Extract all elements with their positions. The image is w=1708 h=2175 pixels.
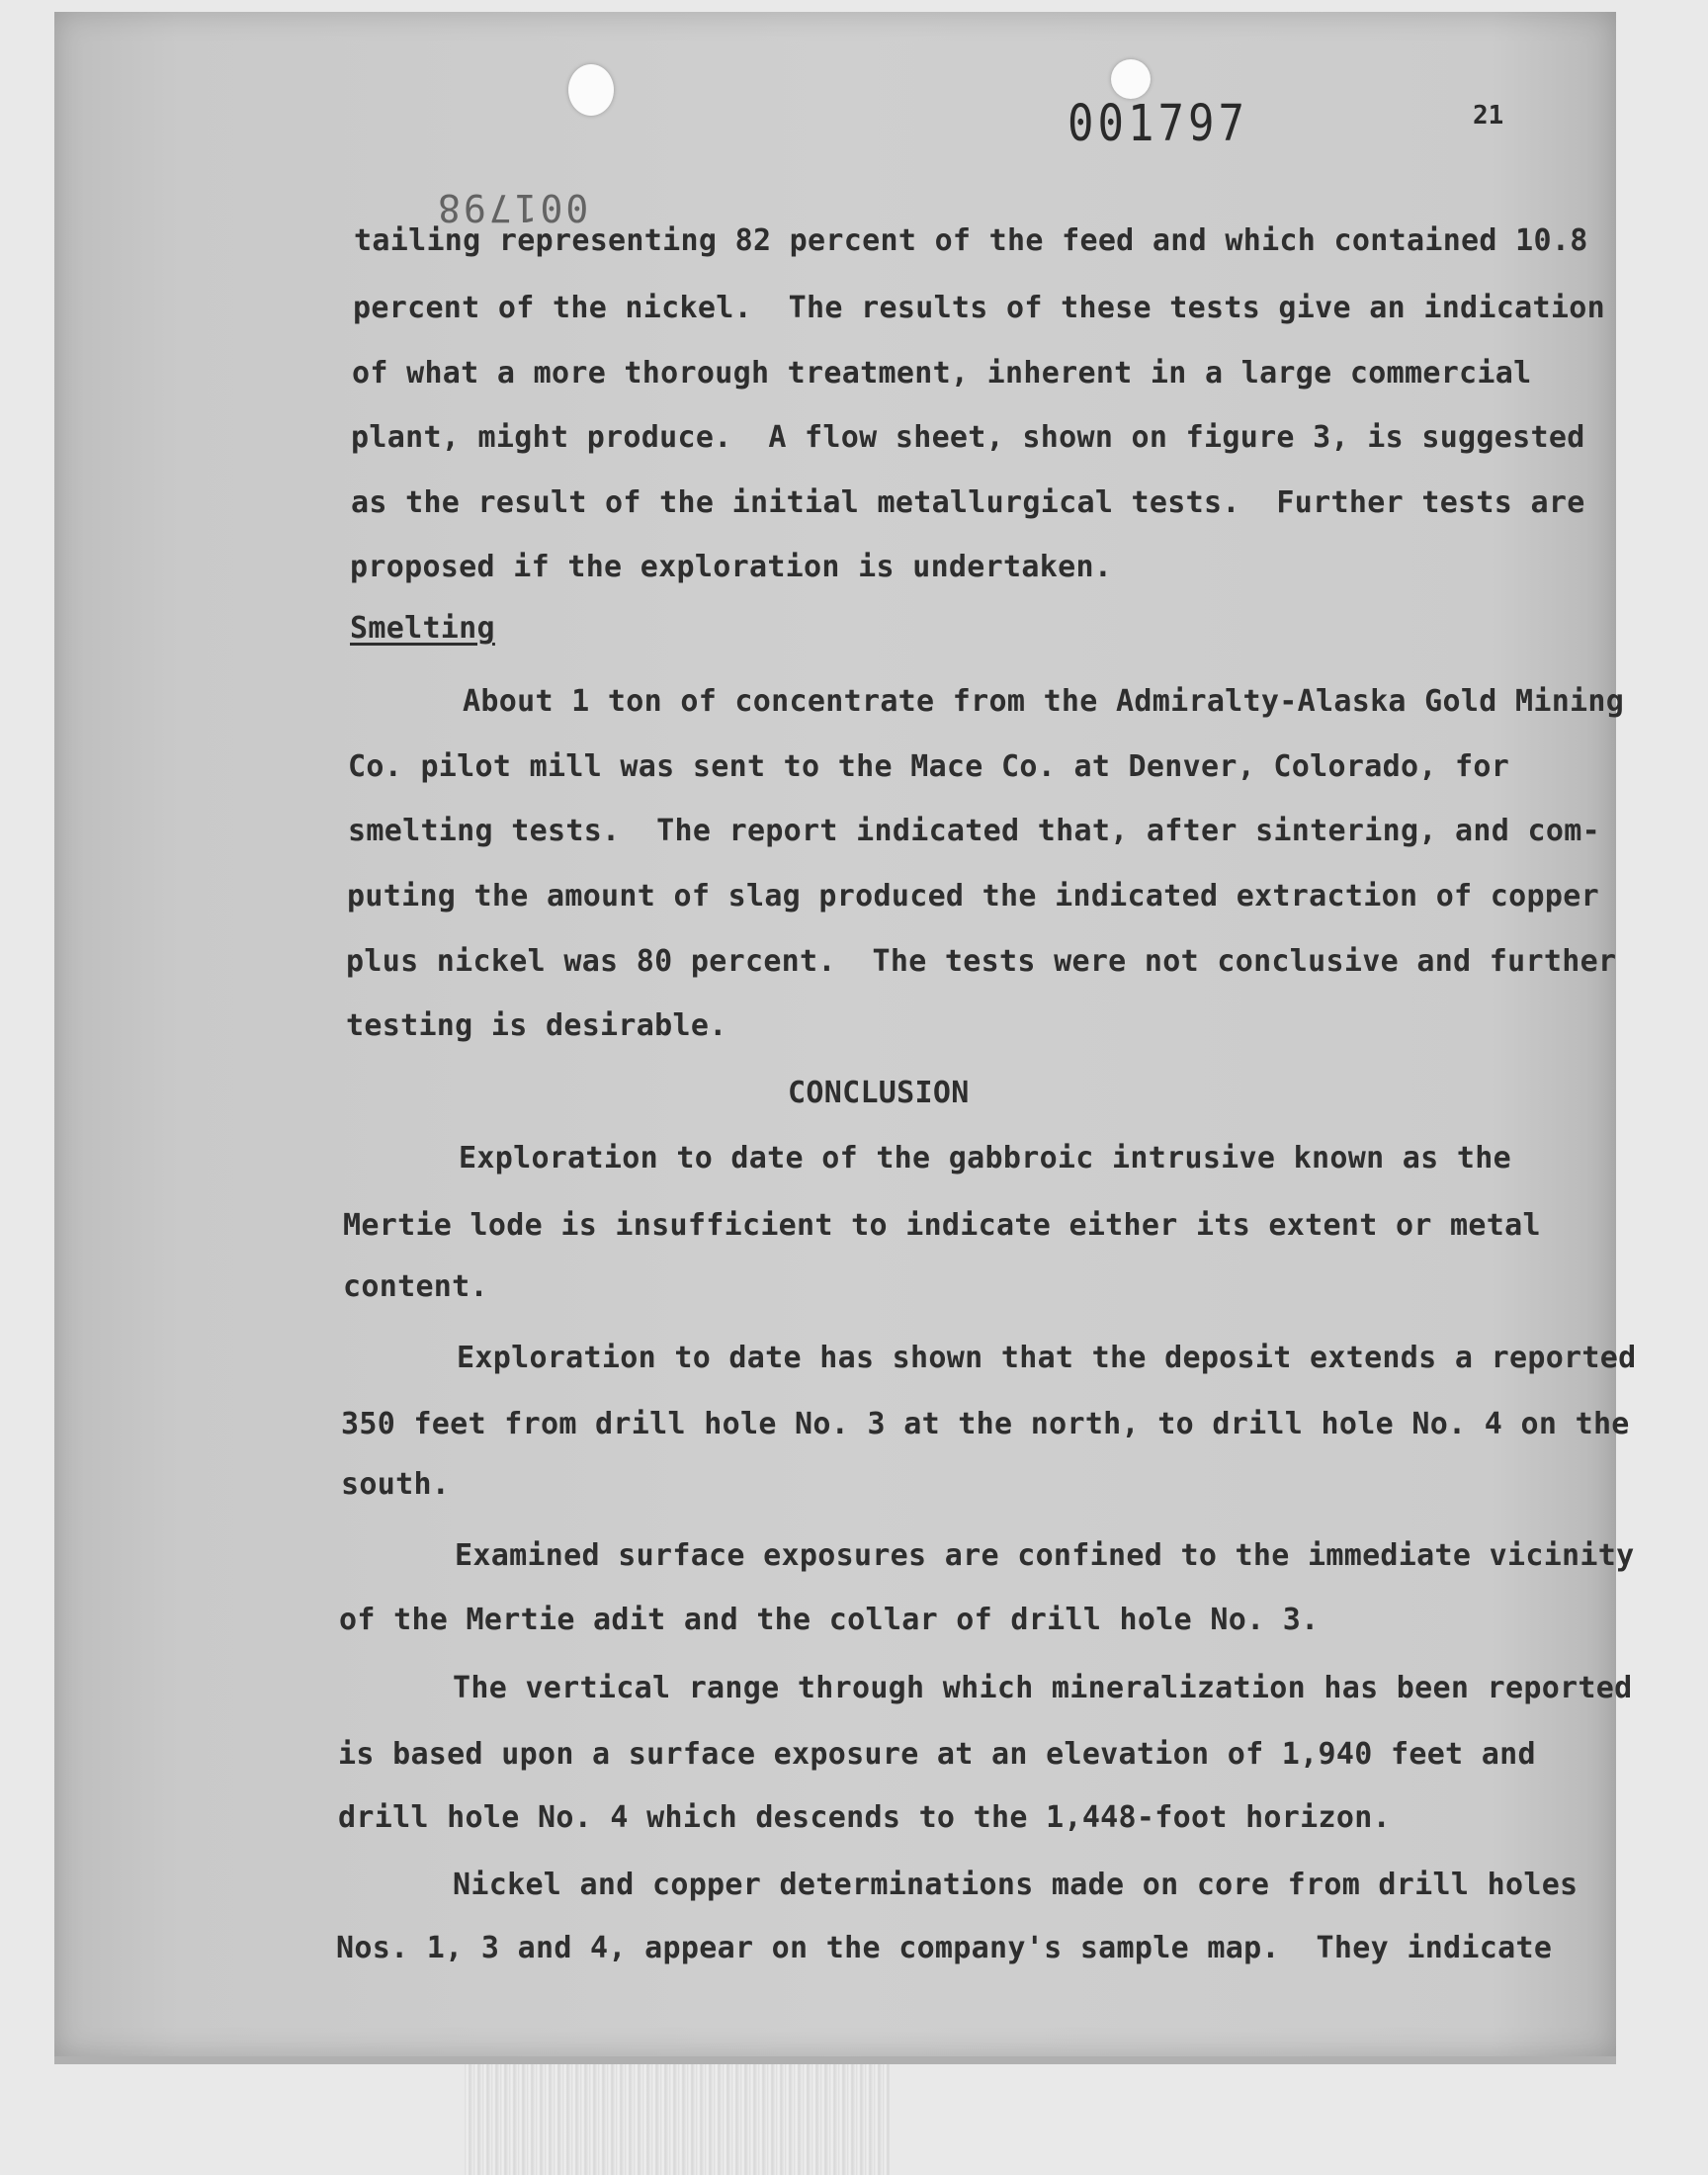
section-heading-smelting: Smelting (350, 611, 495, 646)
body-line: testing is desirable. (346, 1008, 727, 1043)
body-line: 350 feet from drill hole No. 3 at the north, to drill hole No. 4 on the (341, 1407, 1630, 1441)
body-line: of the Mertie adit and the collar of drill hole No. 3. (339, 1603, 1320, 1637)
body-line: puting the amount of slag produced the indicated extraction of copper (347, 879, 1599, 914)
scan-streaks (465, 2064, 890, 2175)
body-line: proposed if the exploration is undertaken. (350, 550, 1113, 584)
body-line: Nickel and copper determinations made on core from drill holes (453, 1868, 1579, 1902)
body-line: south. (341, 1467, 451, 1502)
document-stamp-number: 001797 (1068, 95, 1248, 153)
punch-hole-right (1111, 59, 1151, 99)
body-line: Mertie lode is insufficient to indicate either its extent or metal (343, 1208, 1541, 1243)
body-line: Nos. 1, 3 and 4, appear on the company's sample map. They indicate (336, 1931, 1553, 1965)
body-line: Examined surface exposures are confined to the immediate vicinity (455, 1538, 1635, 1573)
body-line: of what a more thorough treatment, inherent in a large commercial (352, 356, 1532, 391)
body-line: tailing representing 82 percent of the feed and which contained 10.8 (354, 223, 1588, 258)
body-line: About 1 ton of concentrate from the Admiralty-Alaska Gold Mining (463, 684, 1625, 719)
punch-hole-left (568, 64, 614, 116)
body-line: plant, might produce. A flow sheet, shown on figure 3, is suggested (351, 420, 1585, 455)
section-heading-conclusion: CONCLUSION (788, 1076, 970, 1110)
body-line: drill hole No. 4 which descends to the 1,448-foot horizon. (338, 1800, 1391, 1835)
body-line: Exploration to date has shown that the deposit extends a reported (457, 1341, 1637, 1375)
body-line: content. (343, 1269, 488, 1304)
body-line: Exploration to date of the gabbroic intrusive known as the (459, 1141, 1511, 1175)
page-bottom-edge (54, 2056, 1616, 2064)
body-line: percent of the nickel. The results of these tests give an indication (353, 291, 1605, 325)
body-line: The vertical range through which mineralization has been reported (453, 1671, 1633, 1705)
reversed-stamp-number: 001798 (435, 186, 589, 229)
page-number: 21 (1473, 101, 1504, 130)
body-line: plus nickel was 80 percent. The tests were not conclusive and further (346, 944, 1617, 979)
body-line: as the result of the initial metallurgical tests. Further tests are (351, 485, 1585, 520)
body-line: smelting tests. The report indicated that, after sintering, and com- (348, 814, 1600, 848)
body-line: is based upon a surface exposure at an elevation of 1,940 feet and (338, 1737, 1536, 1772)
body-line: Co. pilot mill was sent to the Mace Co. at Denver, Colorado, for (348, 749, 1510, 784)
